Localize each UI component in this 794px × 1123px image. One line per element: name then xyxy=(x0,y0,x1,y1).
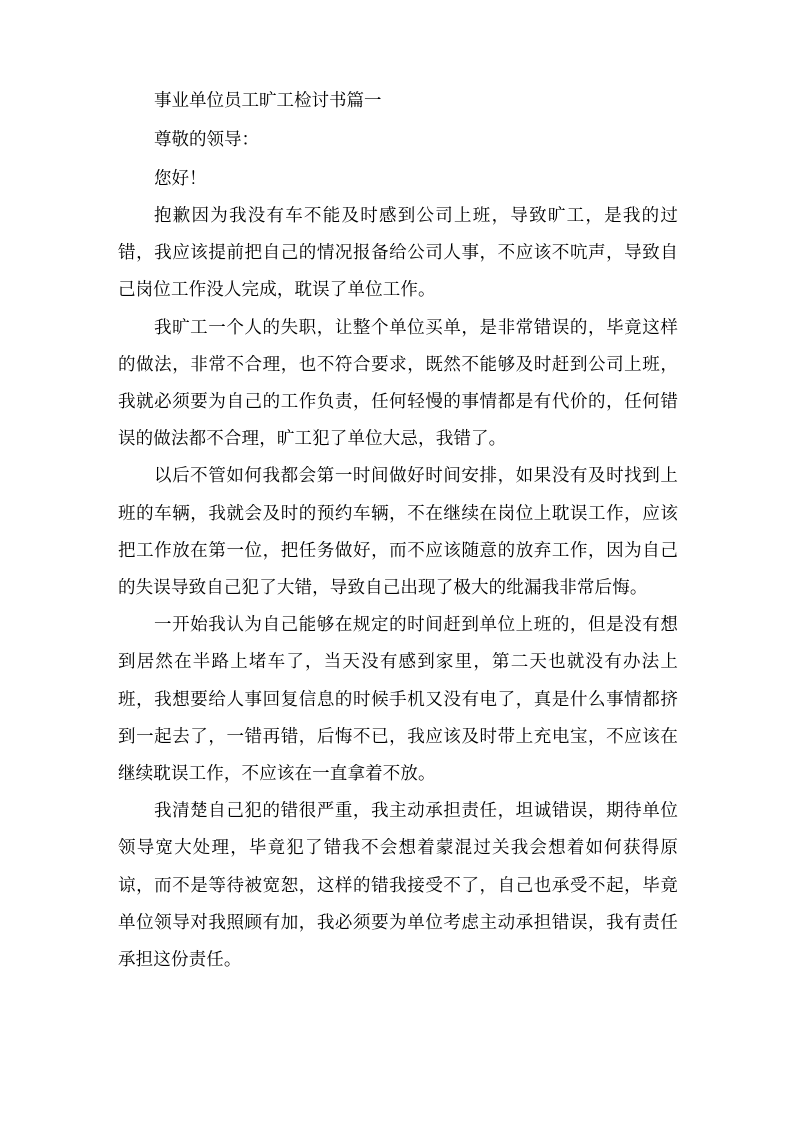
paragraph-5: 我清楚自己犯的错很严重，我主动承担责任，坦诚错误，期待单位领导宽大处理，毕竟犯了错我不会想着蒙混过关我会想着如何获得原谅，而不是等待被宽恕，这样的错我接受不了，自己也承受不起，毕竟单位领导对我照顾有加，我必须要为单位考虑主动承担错误，我有责任承担这份责任。 xyxy=(118,801,678,971)
paragraph-2: 我旷工一个人的失职，让整个单位买单，是非常错误的，毕竟这样的做法，非常不合理，也不符合要求，既然不能够及时赶到公司上班，我就必须要为自己的工作负责，任何轻慢的事情都是有代价的，任何错误的做法都不合理，旷工犯了单位大忌，我错了。 xyxy=(118,317,678,450)
document-title: 事业单位员工旷工检讨书篇一 xyxy=(154,91,382,111)
paragraph-3: 以后不管如何我都会第一时间做好时间安排，如果没有及时找到上班的车辆，我就会及时的预约车辆，不在继续在岗位上耽误工作，应该把工作放在第一位，把任务做好，而不应该随意的放弃工作，因为自己的失误导致自己犯了大错，导致自己出现了极大的纰漏我非常后悔。 xyxy=(118,466,678,599)
greeting: 您好！ xyxy=(154,169,207,189)
paragraph-4: 一开始我认为自己能够在规定的时间赶到单位上班的，但是没有想到居然在半路上堵车了，当天没有感到家里，第二天也就没有办法上班，我想要给人事回复信息的时候手机又没有电了，真是什么事情都挤到一起去了，一错再错，后悔不已，我应该及时带上充电宝，不应该在继续耽误工作，不应该在一直拿着不放。 xyxy=(118,615,678,785)
document-body xyxy=(118,90,678,979)
paragraph-1: 抱歉因为我没有车不能及时感到公司上班，导致旷工，是我的过错，我应该提前把自己的情况报备给公司人事，不应该不吭声，导致自己岗位工作没人完成，耽误了单位工作。 xyxy=(118,206,678,301)
salutation: 尊敬的领导： xyxy=(154,130,259,150)
